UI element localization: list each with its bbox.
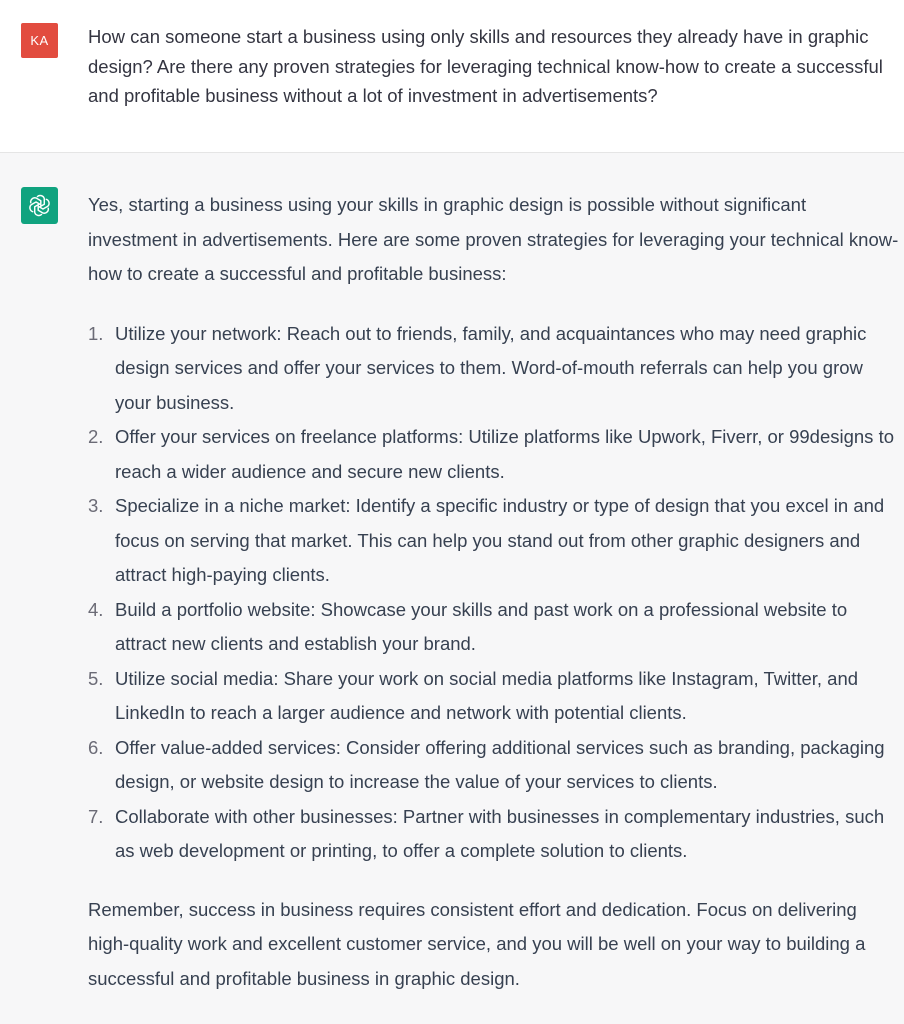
list-item-text: Utilize social media: Share your work on social media platforms like Instagram, Twitter, and LinkedIn to reach a larger audience and network with potential clients. [115,667,859,723]
list-item [88,731,900,800]
list-item [88,489,900,593]
strategy-list [88,317,900,869]
list-item-number: 7. [88,805,104,827]
assistant-conclusion: Remember, success in business requires consistent effort and dedication. Focus on delivering high-quality work and excellent customer service, and you will be well on your way to building a successful and profitable business in graphic design. [88,898,866,989]
list-item-text: Build a portfolio website: Showcase your skills and past work on a professional website to attract new clients and establish your brand. [115,598,848,654]
list-item-number: 4. [88,598,104,620]
list-item [88,662,900,731]
assistant-avatar [21,187,58,224]
assistant-intro: Yes, starting a business using your skills in graphic design is possible without significant investment in advertisements. Here are some proven strategies for leveraging your technical know-how to create a successful and profitable business: [88,194,899,284]
user-avatar: KA [21,23,58,58]
list-item [88,593,900,662]
list-item-text: Offer value-added services: Consider offering additional services such as branding, packaging design, or website design to increase the value of your services to clients. [115,736,885,792]
list-item-number: 6. [88,736,104,758]
list-item-text: Offer your services on freelance platforms: Utilize platforms like Upwork, Fiverr, or 99designs to reach a wider audience and secure new clients. [115,426,895,482]
list-item [88,317,900,421]
list-item-number: 2. [88,426,104,447]
list-item [88,420,900,489]
list-item-number: 5. [88,667,104,689]
assistant-message [0,153,904,1024]
list-item-number: 1. [88,322,104,344]
list-item-text: Collaborate with other businesses: Partner with businesses in complementary industries, such as web development or printing, to offer a complete solution to clients. [115,805,885,861]
list-item [88,800,900,869]
assistant-message-body [88,188,900,996]
openai-logo-icon [27,193,52,218]
list-item-text: Utilize your network: Reach out to friends, family, and acquaintances who may need graphic design services and offer your services to them. Word-of-mouth referrals can help you grow your business. [115,322,867,413]
list-item-number: 3. [88,495,104,516]
list-item-text: Specialize in a niche market: Identify a specific industry or type of design that you excel in and focus on serving that market. This can help you stand out from other graphic designers and attract high-paying clients. [115,495,885,585]
user-message [0,0,904,153]
user-message-text: How can someone start a business using only skills and resources they already have in graphic design? Are there any proven strategies for leveraging technical know-how to create a successful and profitable business without a lot of investment in advertisements? [88,26,883,106]
